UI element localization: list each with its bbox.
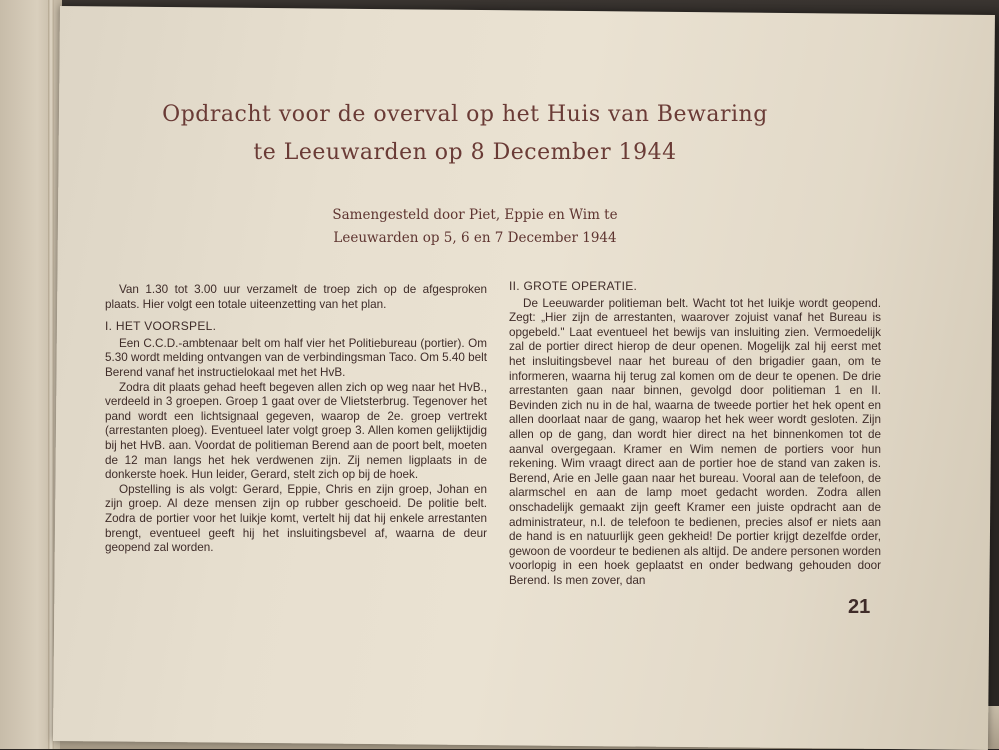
paragraph: Opstelling is als volgt: Gerard, Eppie, Chris en zijn groep, Johan en zijn groep. Al deze mensen zijn op rubber geschoeid. De politie belt. Zodra de portier voor het luikje komt, vertelt hij dat hij enkele arrestanten brengt, eventueel geeft hij het insluitingsbevel af, waarna de deur geopend zal worden.	[105, 482, 487, 555]
section-heading-grote-operatie: II. GROTE OPERATIE.	[509, 279, 638, 293]
page-number: 21	[848, 596, 871, 618]
paragraph: De Leeuwarder politieman belt. Wacht tot het luikje wordt geopend. Zegt: „Hier zijn de arrestanten, waarover zojuist vanaf het Bureau is opgebeld." Laat eventueel het bewijs van insluiting zien. Vermoedelijk zal de portier direct hierop de deur openen. Mogelijk zal hij eerst met het insluitingsbevel naar het bureau of den brigadier gaan, om te informeren, waarna hij terug zal komen om de deur te openen. De drie arrestanten gaan naar binnen, gevolgd door politieman 1 en II. Bevinden zich nu in de hal, waarna de tweede portier het hek opent en allen doorlaat naar de gang, waarop het hek weer wordt gesloten. Zijn allen op de gang, dan wordt hier direct na het binnenkomen tot de aanval overgegaan. Kramer en Wim nemen de portiers voor hun rekening. Wim vraagt direct aan de portier hoe de stand van zaken is. Berend, Arie en Jelle gaan naar het bureau. Vooral aan de telefoon, de alarmschel en aan de lamp moet gedacht worden. Zodra allen onschadelijk gemaakt zijn geeft Kramer een juiste opdracht aan de administrateur, n.l. de telefoon te bedienen, precies alsof er niets aan de hand is en natuurlijk geen gekheid! De portier krijgt dezelfde order, gewoon de voordeur te bedienen als altijd. De andere personen worden voorlopig in een hoek geplaatst en onder bedwang gehouden door Berend. Is men zover, dan	[509, 296, 881, 587]
subtitle-line-1: Samengesteld door Piet, Eppie en Wim te	[332, 207, 618, 223]
paragraph: Zodra dit plaats gehad heeft begeven allen zich op weg naar het HvB., verdeeld in 3 groepen. Groep 1 gaat over de Vlietsterbrug. Tegenover het pand wordt een lichtsignaal gegeven, waarop de 2e. groep vertrekt (arrestanten ploeg). Eventueel later volgt groep 3. Allen komen gelijktijdig bij het HvB. aan. Voordat de politieman Berend aan de poort belt, moeten de 12 man langs het hek verdwenen zijn. Zij nemen ligplaats in de donkerste hoek. Hun leider, Gerard, stelt zich op bij de hoek.	[105, 380, 487, 482]
left-column	[105, 283, 487, 556]
subtitle-line-2: Leeuwarden op 5, 6 en 7 December 1944	[333, 230, 617, 246]
intro-paragraph: Van 1.30 tot 3.00 uur verzamelt de troep zich op de afgesproken plaats. Hier volgt een totale uiteenzetting van het plan.	[105, 283, 487, 311]
document-title	[120, 96, 810, 172]
title-line-1: Opdracht voor de overval op het Huis van Bewaring	[162, 102, 768, 127]
right-column	[509, 279, 881, 588]
paragraph: Een C.C.D.-ambtenaar belt om half vier het Politiebureau (portier). Om 5.30 wordt melding ontvangen van de verbindingsman Taco. Om 5.40 belt Berend vanaf het instructielokaal met het HvB.	[105, 336, 487, 379]
title-line-2: te Leeuwarden op 8 December 1944	[253, 140, 677, 165]
section-heading-voorspel: I. HET VOORSPEL.	[105, 319, 217, 334]
document-subtitle	[280, 204, 670, 250]
